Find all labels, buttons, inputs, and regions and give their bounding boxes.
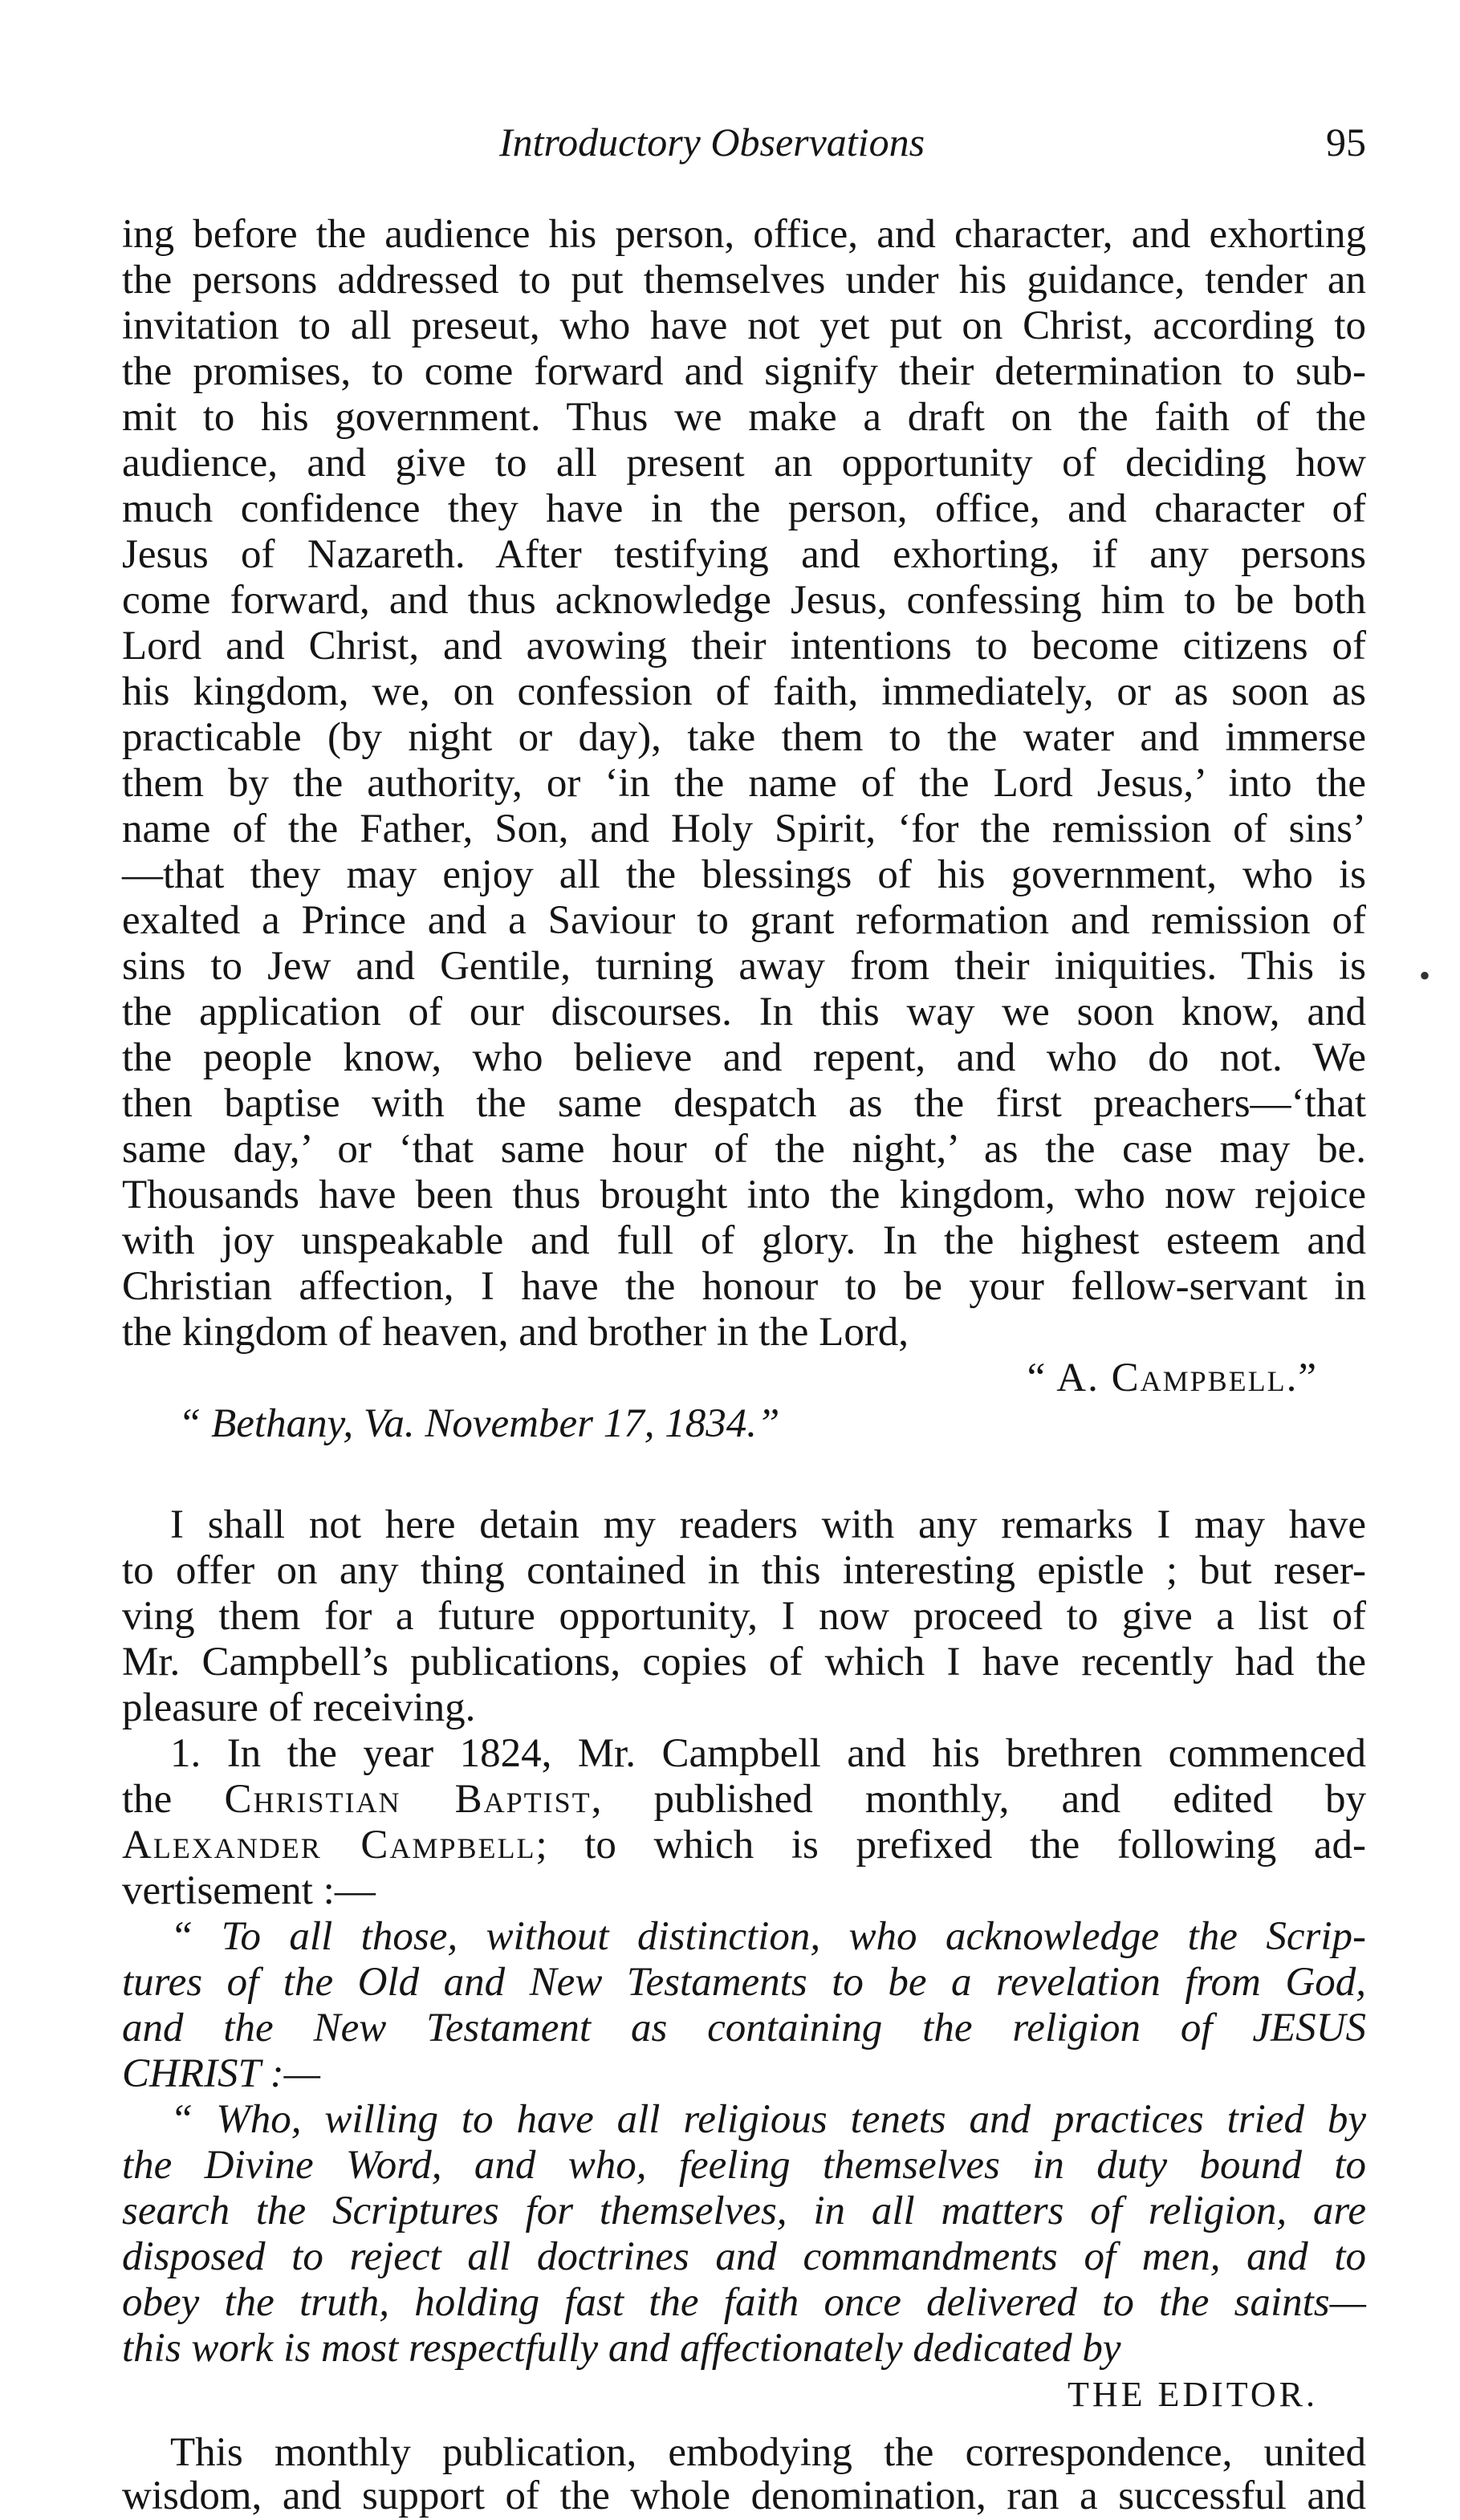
text-line: then baptise with the same despatch as the first preachers—‘that xyxy=(122,1081,1366,1126)
dedication-line: and the New Testament as containing the religion of JESUS xyxy=(122,2006,1366,2051)
dedication-line: CHRIST :— xyxy=(122,2051,321,2096)
text-line: same day,’ or ‘that same hour of the night,’ as the case may be. xyxy=(122,1127,1366,1172)
text-line: name of the Father, Son, and Holy Spirit, ‘for the remission of sins’ xyxy=(122,807,1366,852)
text-line: come forward, and thus acknowledge Jesus, confessing him to be both xyxy=(122,578,1366,623)
dedication-line: disposed to reject all doctrines and commandments of men, and to xyxy=(122,2234,1366,2279)
dedication-line: this work is most respectfully and affectionately dedicated by xyxy=(122,2326,1121,2371)
text-line: Lord and Christ, and avowing their intentions to become citizens of xyxy=(122,624,1366,669)
dedication-line: tures of the Old and New Testaments to be a revelation from God, xyxy=(122,1960,1366,2005)
dedication-line: search the Scriptures for themselves, in all matters of religion, are xyxy=(122,2189,1366,2233)
text-line: I shall not here detain my readers with any remarks I may have xyxy=(170,1502,1366,1547)
text-line: mit to his government. Thus we make a draft on the faith of the xyxy=(122,395,1366,440)
text-line: the kingdom of heaven, and brother in the Lord, xyxy=(122,1310,909,1355)
dedication-line: “ Who, willing to have all religious tenets and practices tried by xyxy=(170,2097,1366,2142)
text-line: —that they may enjoy all the blessings of his government, who is xyxy=(122,852,1366,897)
text-line: wisdom, and support of the whole denomination, ran a successful and xyxy=(122,2473,1366,2518)
text-line: exalted a Prince and a Saviour to grant reformation and remission of xyxy=(122,898,1366,943)
text-line: the application of our discourses. In this way we soon know, and xyxy=(122,990,1366,1034)
text-line: to offer on any thing contained in this interesting epistle ; but reser- xyxy=(122,1548,1366,1593)
text-line: ing before the audience his person, office, and character, and exhorting xyxy=(122,212,1366,257)
text-line: much confidence they have in the person, office, and character of xyxy=(122,486,1366,531)
text-line: ving them for a future opportunity, I now proceed to give a list of xyxy=(122,1594,1366,1639)
page-header xyxy=(122,119,1366,175)
margin-mark: • xyxy=(1419,957,1431,994)
editor-signature: THE EDITOR. xyxy=(1067,2375,1318,2414)
dedication-line: “ To all those, without distinction, who acknowledge the Scrip- xyxy=(170,1914,1366,1959)
text-line: the people know, who believe and repent, and who do not. We xyxy=(122,1035,1366,1080)
dedication-line: the Divine Word, and who, feeling themselves in duty bound to xyxy=(122,2143,1366,2188)
book-page xyxy=(122,0,1366,2518)
text-line: pleasure of receiving. xyxy=(122,1685,476,1730)
text-line: the persons addressed to put themselves under his guidance, tender an xyxy=(122,258,1366,303)
text-line: his kingdom, we, on confession of faith, immediately, or as soon as xyxy=(122,669,1366,714)
text-line: with joy unspeakable and full of glory. In the highest esteem and xyxy=(122,1218,1366,1263)
text-line: Christian affection, I have the honour to be your fellow-servant in xyxy=(122,1264,1366,1309)
text-line: them by the authority, or ‘in the name of the Lord Jesus,’ into the xyxy=(122,761,1366,806)
text-line: Jesus of Nazareth. After testifying and exhorting, if any persons xyxy=(122,532,1366,577)
text-line: sins to Jew and Gentile, turning away from their iniquities. This is xyxy=(122,944,1366,989)
text-line: This monthly publication, embodying the correspondence, united xyxy=(170,2430,1366,2475)
text-line: invitation to all preseut, who have not yet put on Christ, according to xyxy=(122,303,1366,348)
text-line: practicable (by night or day), take them to the water and immerse xyxy=(122,715,1366,760)
text-line: Thousands have been thus brought into the kingdom, who now rejoice xyxy=(122,1173,1366,1217)
text-line: the promises, to come forward and signify their determination to sub- xyxy=(122,349,1366,394)
dedication-line: obey the truth, holding fast the faith once delivered to the saints— xyxy=(122,2280,1366,2325)
page-number: 95 xyxy=(1326,120,1366,165)
text-line: audience, and give to all present an opportunity of deciding how xyxy=(122,441,1366,486)
text-line: Mr. Campbell’s publications, copies of which I have recently had the xyxy=(122,1640,1366,1685)
running-title: Introductory Observations xyxy=(499,120,925,165)
text-line: Alexander Campbell; to which is prefixed the following ad- xyxy=(122,1823,1366,1868)
dateline: “ Bethany, Va. November 17, 1834.” xyxy=(178,1401,780,1446)
text-line: the Christian Baptist, published monthly, and edited by xyxy=(122,1777,1366,1822)
text-line: vertisement :— xyxy=(122,1868,376,1913)
signature: “ A. Campbell.” xyxy=(1027,1356,1318,1400)
list-item: 1. In the year 1824, Mr. Campbell and his brethren commenced xyxy=(170,1731,1366,1776)
